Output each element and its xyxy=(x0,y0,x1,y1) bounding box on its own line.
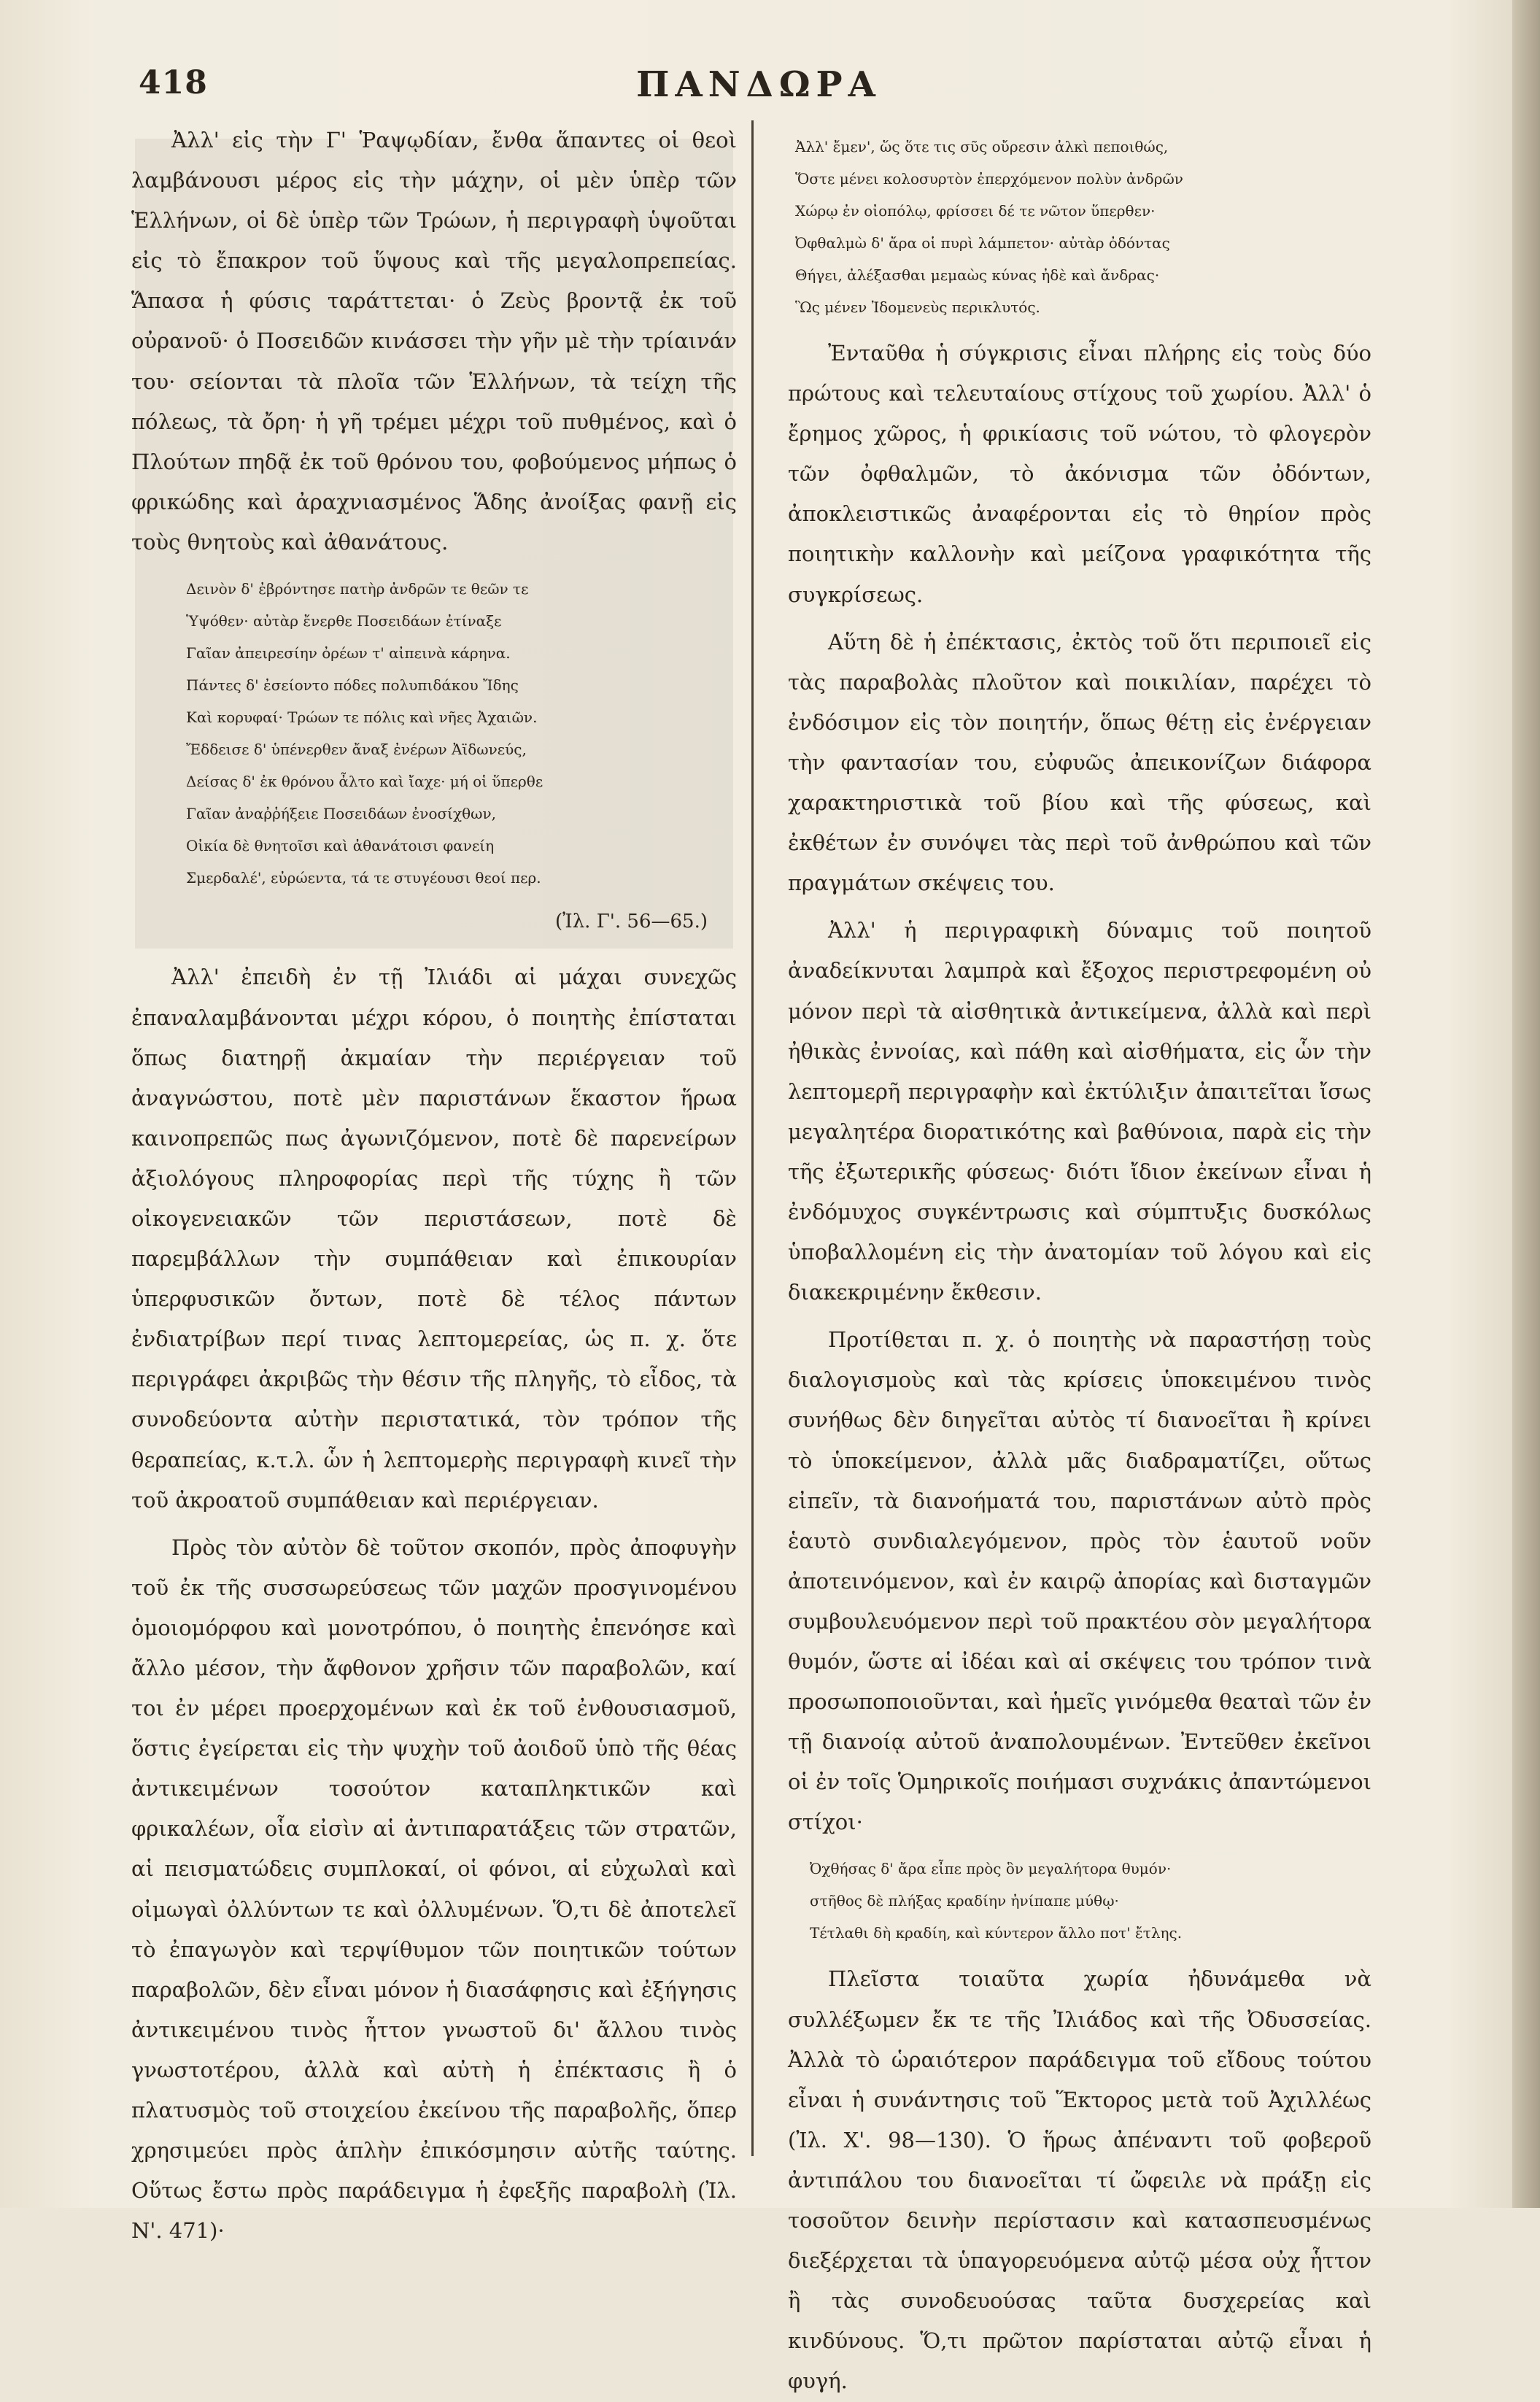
quote-line: στῆθος δὲ πλήξας κραδίην ἠνίπαπε μύθῳ· xyxy=(810,1892,1119,1910)
quote-line: Θήγει, ἀλέξασθαι μεμαὼς κύνας ἠδὲ καὶ ἄνδρας· xyxy=(795,266,1160,284)
right-paragraph-4: Προτίθεται π. χ. ὁ ποιητὴς νὰ παραστήσῃ τοὺς διαλογισμοὺς καὶ τὰς κρίσεις ὑποκειμένου τινὸς συνήθως δὲν διηγεῖται αὐτὸς τί διανοεῖται ἢ κρίνει τὸ ὑποκείμενον, ἀλλὰ μᾶς διαδραματίζει, οὕτως εἰπεῖν, τὰ διανοήματά του, παριστάνων αὐτὸ πρὸς ἑαυτὸ συνδιαλεγόμενον, πρὸς τὸν ἑαυτοῦ νοῦν ἀποτεινόμενον, καὶ ἐν καιρῷ ἀπορίας καὶ δισταγμῶν συμβουλευόμενον περὶ τοῦ πρακτέου σὸν μεγαλήτορα θυμόν, ὥστε αἱ ἰδέαι καὶ αἱ σκέψεις του τρόπον τινὰ προσωποποιοῦνται, καὶ ἡμεῖς γινόμεθα θεαταὶ τῶν ἐν τῇ διανοίᾳ αὐτοῦ ἀναπολουμένων. Ἐντεῦθεν ἐκεῖνοι οἱ ἐν τοῖς Ὁμηρικοῖς ποιήμασι συχνάκις ἀπαντώμενοι στίχοι· xyxy=(788,1327,1371,1835)
quote-line: Ἔδδεισε δ' ὑπένερθεν ἄναξ ἐνέρων Ἀϊδωνεύς, xyxy=(186,741,527,759)
iliad-quote-left xyxy=(186,573,737,894)
quote-line: Σμερδαλέ', εὐρώεντα, τά τε στυγέουσι θεοί περ. xyxy=(186,869,541,887)
quote-line: Οἰκία δὲ θνητοῖσι καὶ ἀθανάτοισι φανείη xyxy=(186,837,495,855)
quote-line: Πάντες δ' ἐσείοντο πόδες πολυπιδάκου Ἴδης xyxy=(186,676,519,695)
iliad-quote-right-2 xyxy=(810,1853,1371,1949)
page-edge-shadow xyxy=(1512,0,1540,2208)
column-divider xyxy=(751,120,754,2156)
quote-line: Ὅστε μένει κολοσυρτὸν ἐπερχόμενον πολὺν ἀνδρῶν xyxy=(795,170,1183,188)
quote-line: Τέτλαθι δὴ κραδίη, καὶ κύντερον ἄλλο ποτ' ἔτλης. xyxy=(810,1924,1183,1942)
quote-line: Χώρῳ ἐν οἰοπόλῳ, φρίσσει δέ τε νῶτον ὕπερθεν· xyxy=(795,202,1156,220)
page-header xyxy=(139,64,1379,115)
left-paragraph-1: Ἀλλ' εἰς τὴν Γ' Ῥαψῳδίαν, ἔνθα ἅπαντες οἱ θεοὶ λαμβάνουσι μέρος εἰς τὴν μάχην, οἱ μὲν ὑπὲρ τῶν Ἑλλήνων, οἱ δὲ ὑπὲρ τῶν Τρώων, ἡ περιγραφὴ ὑψοῦται εἰς τὸ ἔπακρον τοῦ ὕψους καὶ τῆς μεγαλοπρεπείας. Ἅπασα ἡ φύσις ταράττεται· ὁ Ζεὺς βροντᾷ ἐκ τοῦ οὐρανοῦ· ὁ Ποσειδῶν κινάσσει τὴν γῆν μὲ τὴν τρίαινάν του· σείονται τὰ πλοῖα τῶν Ἑλλήνων, τὰ τείχη τῆς πόλεως, τὰ ὄρη· ἡ γῆ τρέμει μέχρι τοῦ πυθμένος, καὶ ὁ Πλούτων πηδᾷ ἐκ τοῦ θρόνου του, φοβούμενος μήπως ὁ φρικώδης καὶ ἀραχνιασμένος Ἅδης ἀνοίξας φανῇ εἰς τοὺς θνητοὺς καὶ ἀθανάτους. xyxy=(131,128,737,555)
left-paragraph-2: Ἀλλ' ἐπειδὴ ἐν τῇ Ἰλιάδι αἱ μάχαι συνεχῶς ἐπαναλαμβάνονται μέχρι κόρου, ὁ ποιητὴς ἐπίσταται ὅπως διατηρῇ ἀκμαίαν τὴν περιέργειαν τοῦ ἀναγνώστου, ποτὲ μὲν παριστάνων ἕκαστον ἥρωα καινοπρεπῶς πως ἀγωνιζόμενον, ποτὲ δὲ παρενείρων ἀξιολόγους πληροφορίας περὶ τῆς τύχης ἢ τῶν οἰκογενειακῶν τῶν περιστάσεων, ποτὲ δὲ παρεμβάλλων τὴν συμπάθειαν καὶ ἐπικουρίαν ὑπερφυσικῶν ὄντων, ποτὲ δὲ τέλος πάντων ἐνδιατρίβων περί τινας λεπτομερείας, ὡς π. χ. ὅτε περιγράφει ἀκριβῶς τὴν θέσιν τῆς πληγῆς, τὸ εἶδος, τὰ συνοδεύοντα αὐτὴν περιστατικά, τὸν τρόπον τῆς θεραπείας, κ.τ.λ. ὧν ἡ λεπτομερὴς περιγραφὴ κινεῖ τὴν τοῦ ἀκροατοῦ συμπάθειαν καὶ περιέργειαν. xyxy=(131,965,737,1513)
right-paragraph-3: Ἀλλ' ἡ περιγραφικὴ δύναμις τοῦ ποιητοῦ ἀναδείκνυται λαμπρὰ καὶ ἔξοχος περιστρεφομένη οὐ μόνον περὶ τὰ αἰσθητικὰ ἀντικείμενα, ἀλλὰ καὶ περὶ ἠθικὰς ἐννοίας, καὶ πάθη καὶ αἰσθήματα, εἰς ὧν τὴν λεπτομερῆ περιγραφὴν καὶ ἐκτύλιξιν ἀπαιτεῖται ἴσως μεγαλητέρα διορατικότης καὶ βαθύνοια, παρὰ εἰς τὴν τῆς ἐξωτερικῆς φύσεως· διότι ἴδιον ἐκείνων εἶναι ἡ ἐνδόμυχος συγκέντρωσις καὶ σύμπτυξις δυσκόλως ὑποβαλλομένη εἰς τὴν ἀνατομίαν τοῦ λόγου καὶ εἰς διακεκριμένην ἔκθεσιν. xyxy=(788,918,1371,1305)
iliad-quote-right-1 xyxy=(795,131,1371,323)
quote-line: Ὀφθαλμὼ δ' ἄρα οἱ πυρὶ λάμπετον· αὐτὰρ ὀδόντας xyxy=(795,234,1170,252)
quote-line: Ἀλλ' ἔμεν', ὥς ὅτε τις σῦς οὔρεσιν ἀλκὶ πεποιθώς, xyxy=(795,138,1169,155)
quote-line: Ὣς μένεν Ἰδομενεὺς περικλυτός. xyxy=(795,298,1040,316)
page-number: 418 xyxy=(139,64,208,101)
right-paragraph-2: Αὕτη δὲ ἡ ἐπέκτασις, ἐκτὸς τοῦ ὅτι περιποιεῖ εἰς τὰς παραβολὰς πλοῦτον καὶ ποικιλίαν, παρέχει τὸ ἐνδόσιμον εἰς τὸν ποιητήν, ὅπως θέτῃ εἰς ἐνέργειαν τὴν φαντασίαν του, εὐφυῶς ἀπεικονίζων διάφορα χαρακτηριστικὰ τοῦ βίου καὶ τῆς φύσεως, καὶ ἐκθέτων ἐν συνόψει τὰς περὶ τοῦ ἀνθρώπου καὶ τῶν πραγμάτων σκέψεις του. xyxy=(788,629,1371,896)
quote-line: Δεινὸν δ' ἐβρόντησε πατὴρ ἀνδρῶν τε θεῶν τε xyxy=(186,580,529,598)
quote-line: Δείσας δ' ἐκ θρόνου ἆλτο καὶ ἴαχε· μή οἱ ὕπερθε xyxy=(186,773,543,791)
quote-line: Καὶ κορυφαί· Τρώων τε πόλις καὶ νῆες Ἀχαιῶν. xyxy=(186,708,538,727)
quote-line: Ὀχθήσας δ' ἄρα εἶπε πρὸς ὃν μεγαλήτορα θυμόν· xyxy=(810,1860,1172,1878)
right-paragraph-5: Πλεῖστα τοιαῦτα χωρία ἠδυνάμεθα νὰ συλλέξωμεν ἔκ τε τῆς Ἰλιάδος καὶ τῆς Ὀδυσσείας. Ἀλλὰ τὸ ὡραιότερον παράδειγμα τοῦ εἴδους τούτου εἶναι ἡ συνάντησις τοῦ Ἕκτορος μετὰ τοῦ Ἀχιλλέως (Ἰλ. Χ'. 98—130). Ὁ ἥρως ἀπέναντι τοῦ φοβεροῦ ἀντιπάλου του διανοεῖται τί ὤφειλε νὰ πράξῃ εἰς τοσοῦτον δεινὴν περίστασιν καὶ κατασπευσμένως διεξέρχεται τὰ ὑπαγορευόμενα αὐτῷ μέσα οὐχ ἧττον ἢ τὰς συνοδευούσας ταῦτα δυσχερείας καὶ κινδύνους. Ὅ,τι πρῶτον παρίσταται αὐτῷ εἶναι ἡ φυγή. xyxy=(788,1966,1371,2394)
left-paragraph-3: Πρὸς τὸν αὐτὸν δὲ τοῦτον σκοπόν, πρὸς ἀποφυγὴν τοῦ ἐκ τῆς συσσωρεύσεως τῶν μαχῶν προσγινομένου ὁμοιομόρφου καὶ μονοτρόπου, ὁ ποιητὴς ἐπενόησε καὶ ἄλλο μέσον, τὴν ἄφθονον χρῆσιν τῶν παραβολῶν, καί τοι ἐν μέρει προερχομένων καὶ ἐκ τοῦ ἐνθουσιασμοῦ, ὅστις ἐγείρεται εἰς τὴν ψυχὴν τοῦ ἀοιδοῦ ὑπὸ τῆς θέας ἀντικειμένων τοσούτον καταπληκτικῶν καὶ φρικαλέων, οἷα εἰσὶν αἱ ἀντιπαρατάξεις τῶν στρατῶν, αἱ πεισματώδεις συμπλοκαί, οἱ φόνοι, αἱ εὐχωλαὶ καὶ οἰμωγαὶ ὀλλύντων τε καὶ ὀλλυμένων. Ὅ,τι δὲ ἀποτελεῖ τὸ ἐπαγωγὸν καὶ τερψίθυμον τῶν ποιητικῶν τούτων παραβολῶν, δὲν εἶναι μόνον ἡ διασάφησις καὶ ἐξήγησις ἀντικειμένου τινὸς ἧττον γνωστοῦ δι' ἄλλου τινὸς γνωστοτέρου, ἀλλὰ καὶ αὐτὴ ἡ ἐπέκτασις ἢ ὁ πλατυσμὸς τοῦ στοιχείου ἐκείνου τῆς παραβολῆς, ὅπερ χρησιμεύει πρὸς ἁπλὴν ἐπικόσμησιν αὐτῆς ταύτης. Οὕτως ἔστω πρὸς παράδειγμα ἡ ἐφεξῆς παραβολὴ (Ἰλ. Ν'. 471)· xyxy=(131,1534,737,2244)
quote-line: Γαῖαν ἀπειρεσίην ὀρέων τ' αἰπεινὰ κάρηνα. xyxy=(186,644,511,663)
quote-citation: (Ἰλ. Γ'. 56—65.) xyxy=(555,911,708,933)
left-column xyxy=(131,120,737,2244)
quote-line: Ὑψόθεν· αὐτὰρ ἔνερθε Ποσειδάων ἐτίναξε xyxy=(186,612,502,630)
right-paragraph-1: Ἐνταῦθα ἡ σύγκρισις εἶναι πλήρης εἰς τοὺς δύο πρώτους καὶ τελευταίους στίχους τοῦ χωρίου. Ἀλλ' ὁ ἔρημος χῶρος, ἡ φρικίασις τοῦ νώτου, τὸ φλογερὸν τῶν ὀφθαλμῶν, τὸ ἀκόνισμα τῶν ὀδόντων, ἀποκλειστικῶς ἀναφέρονται εἰς τὸ θηρίον πρὸς ποιητικὴν καλλονὴν καὶ μείζονα γραφικότητα τῆς συγκρίσεως. xyxy=(788,341,1371,607)
quote-line: Γαῖαν ἀναῤῥήξειε Ποσειδάων ἐνοσίχθων, xyxy=(186,805,496,823)
running-title: ΠΑΝΔΩΡΑ xyxy=(636,64,881,105)
right-column xyxy=(788,120,1371,2394)
